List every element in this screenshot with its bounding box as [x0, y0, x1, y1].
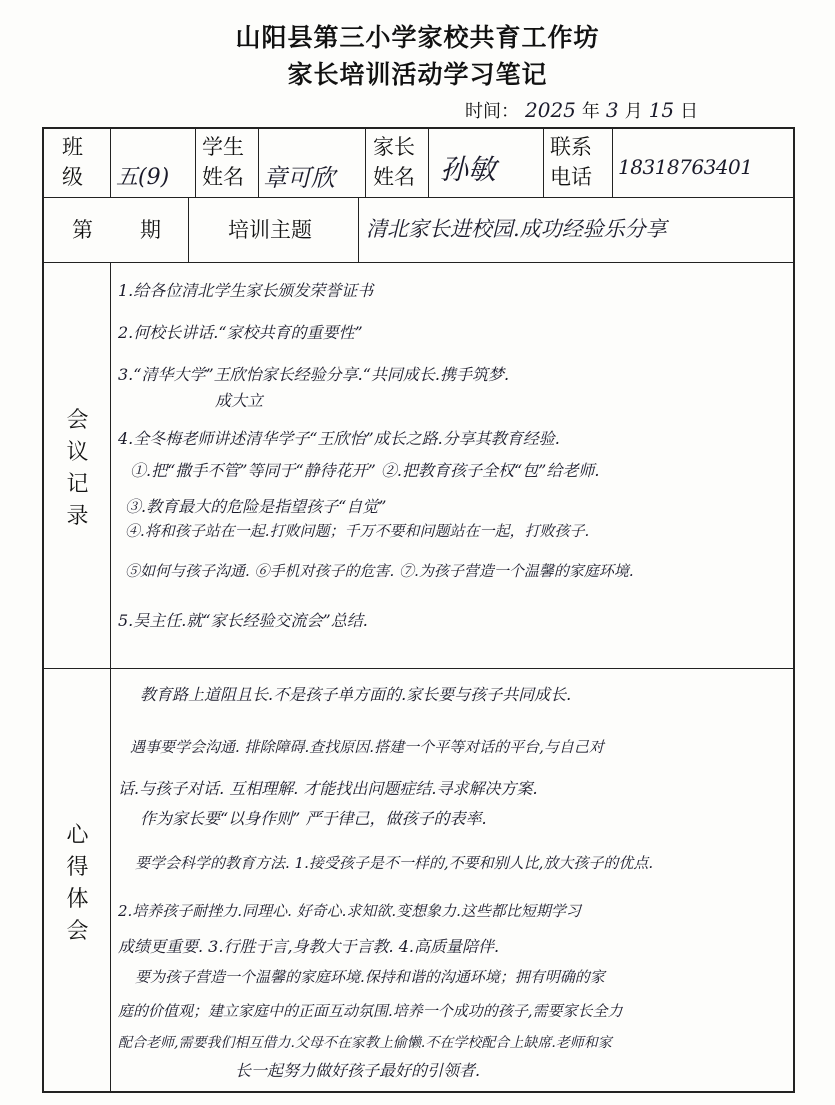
col-divider — [358, 197, 359, 262]
col-divider — [110, 262, 111, 1093]
col-divider — [258, 127, 259, 197]
page-title-line1: 山阳县第三小学家校共育工作坊 — [235, 23, 600, 52]
minutes-label-char: 议 — [66, 440, 89, 465]
minutes-line: 3.“清华大学”王欣怡家长经验分享.“共同成长.携手筑梦. — [118, 365, 510, 384]
parent-label-2: 姓名 — [373, 165, 415, 189]
reflection-line: 遇事要学会沟通. 排除障碍.查找原因.搭建一个平等对话的平台,与自己对 — [130, 738, 604, 756]
row-divider — [42, 262, 795, 263]
minutes-line: 4.全冬梅老师讲述清华学子“王欣怡”成长之路.分享其教育经验. — [118, 429, 560, 448]
reflection-line: 教育路上道阻且长.不是孩子单方面的.家长要与孩子共同成长. — [140, 685, 572, 704]
reflection-label-char: 体 — [66, 887, 89, 912]
minutes-section-label — [45, 405, 110, 533]
issue-label-b: 期 — [140, 218, 161, 242]
reflection-line: 作为家长要“以身作则” 严于律己，做孩子的表率. — [140, 809, 487, 828]
col-divider — [188, 197, 189, 262]
reflection-line: 庭的价值观；建立家庭中的正面互动氛围.培养一个成功的孩子,需要家长全力 — [118, 1002, 623, 1020]
parent-label-1: 家长 — [373, 135, 415, 159]
minutes-line: ③.教育最大的危险是指望孩子“自觉” — [125, 497, 387, 516]
parent-name-value: 孙敏 — [440, 153, 497, 186]
date-day: 15 — [648, 98, 675, 122]
col-divider — [195, 127, 196, 197]
col-divider — [543, 127, 544, 197]
phone-label-2: 电话 — [550, 165, 592, 189]
minutes-line: 2.何校长讲话.“家校共育的重要性” — [118, 323, 363, 342]
phone-label-1: 联系 — [550, 135, 592, 159]
page-title-line2: 家长培训活动学习笔记 — [287, 60, 548, 89]
minutes-label-char: 会 — [66, 408, 89, 433]
col-divider — [428, 127, 429, 197]
row-divider — [42, 668, 795, 669]
date-month: 3 — [605, 98, 619, 122]
student-label-2: 姓名 — [202, 165, 244, 189]
col-divider — [612, 127, 613, 197]
reflection-line: 长一起努力做好孩子最好的引领者. — [235, 1061, 481, 1080]
date-month-unit: 月 — [624, 101, 643, 122]
reflection-line: 成绩更重要. 3.行胜于言,身教大于言教. 4.高质量陪伴. — [118, 937, 500, 956]
reflection-label-char: 得 — [66, 855, 89, 880]
class-label-2: 级 — [62, 165, 83, 189]
reflection-section-label — [45, 820, 110, 948]
reflection-line: 要为孩子营造一个温馨的家庭环境.保持和谐的沟通环境；拥有明确的家 — [135, 968, 605, 986]
date-year: 2025 — [525, 98, 576, 122]
class-value: 五(9) — [116, 165, 170, 190]
col-divider — [365, 127, 366, 197]
topic-label: 培训主题 — [228, 218, 312, 242]
student-label-1: 学生 — [202, 135, 244, 159]
reflection-line: 配合老师,需要我们相互借力.父母不在家教上偷懒.不在学校配合上缺席.老师和家 — [118, 1035, 612, 1051]
minutes-line: 成大立 — [215, 391, 264, 410]
minutes-line: 1.给各位清北学生家长颁发荣誉证书 — [118, 281, 374, 300]
minutes-label-char: 录 — [66, 504, 89, 529]
minutes-line: ④.将和孩子站在一起.打败问题；千万不要和问题站在一起，打败孩子. — [125, 522, 590, 540]
reflection-line: 要学会科学的教育方法. 1.接受孩子是不一样的,不要和别人比,放大孩子的优点. — [135, 854, 654, 872]
student-name-value: 章可欣 — [263, 164, 335, 192]
date-day-unit: 日 — [680, 101, 699, 122]
date-row — [465, 97, 805, 127]
minutes-label-char: 记 — [66, 472, 89, 497]
phone-value: 18318763401 — [618, 155, 753, 179]
row-divider — [42, 197, 795, 198]
minutes-line: ⑤如何与孩子沟通. ⑥手机对孩子的危害. ⑦.为孩子营造一个温馨的家庭环境. — [125, 562, 634, 580]
reflection-label-char: 会 — [66, 919, 89, 944]
reflection-label-char: 心 — [66, 823, 89, 848]
reflection-line: 2.培养孩子耐挫力.同理心. 好奇心.求知欲.变想象力.这些都比短期学习 — [118, 902, 581, 920]
minutes-line: ①.把“撒手不管”等同于“静待花开” ②.把教育孩子全权“包”给老师. — [130, 461, 600, 480]
topic-value: 清北家长进校园.成功经验乐分享 — [366, 217, 667, 241]
class-label-1: 班 — [62, 135, 83, 159]
col-divider — [110, 127, 111, 197]
reflection-line: 话.与孩子对话. 互相理解. 才能找出问题症结.寻求解决方案. — [118, 779, 538, 798]
minutes-line: 5.吴主任.就“家长经验交流会”总结. — [118, 611, 368, 630]
date-year-unit: 年 — [581, 101, 600, 122]
issue-label-a: 第 — [72, 218, 93, 242]
date-label: 时间： — [465, 101, 519, 122]
